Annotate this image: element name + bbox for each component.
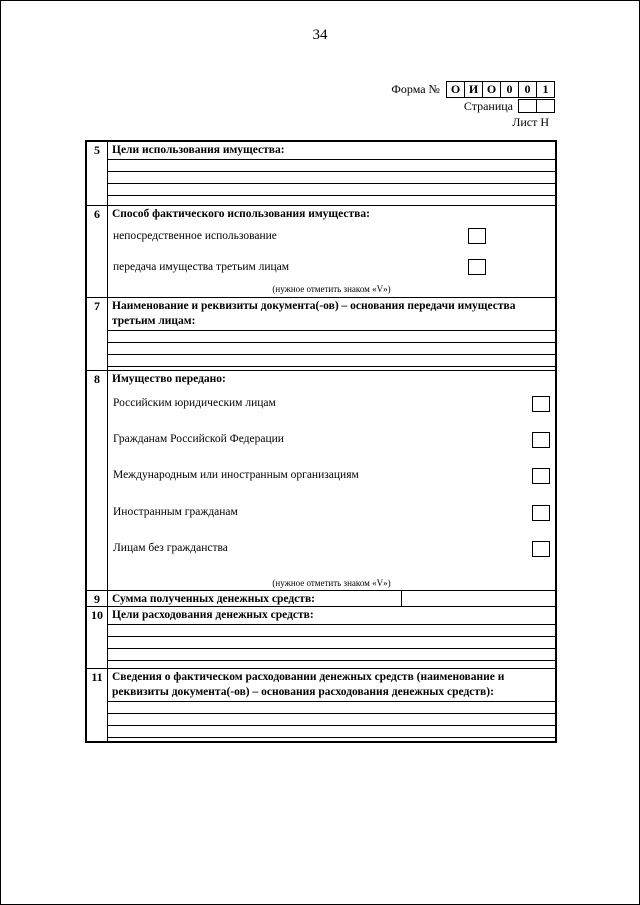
fill-line[interactable] [108,637,555,649]
option-russian-legal-entities [108,397,555,433]
option-transfer-third-parties-label: передача имущества третьим лицам [113,260,290,273]
mark-note: (нужное отметить знаком «V») [272,578,391,589]
section-8-title: Имущество передано: [112,373,226,385]
section-7 [87,297,555,370]
section-9-number: 9 [87,591,108,606]
checkbox-russian-citizens[interactable] [532,432,550,448]
page-number: 34 [312,27,328,43]
section-11-title: Сведения о фактическом расходовании денежных средств (наименование и реквизиты документа(-ов) – основания расходования денежных средств): [108,669,555,702]
section-9 [87,590,555,606]
fill-line[interactable] [108,714,555,726]
page-field-block [464,99,555,114]
form-number-block [391,81,555,98]
section-7-title: Наименование и реквизиты документа(-ов) – основания передачи имущества третьим лицам: [108,298,555,331]
form-code-cell: 0 [518,81,537,98]
page-field-label: Страница [463,99,513,113]
fill-line[interactable] [108,649,555,661]
checkbox-stateless-persons[interactable] [532,541,550,557]
form-code-cell: 0 [500,81,519,98]
section-8-number: 8 [87,371,108,590]
fill-line[interactable] [108,160,555,172]
section-11 [87,668,555,741]
section-5 [87,142,555,205]
sheet-label: Лист Н [512,115,549,129]
page-field-cell[interactable] [518,99,537,113]
section-6 [87,205,555,297]
checkbox-international-orgs[interactable] [532,468,550,484]
section-10 [87,606,555,668]
form-code-cell: О [482,81,501,98]
section-5-number: 5 [87,142,108,205]
checkbox-russian-legal-entities[interactable] [532,396,550,412]
form-code-cell: О [446,81,465,98]
fill-line[interactable] [108,331,555,343]
option-stateless-persons [108,542,555,578]
fill-line[interactable] [108,625,555,637]
checkbox-foreign-citizens[interactable] [532,505,550,521]
section-6-number: 6 [87,206,108,297]
option-direct-use [108,230,555,250]
form-code-cell: И [464,81,483,98]
form-code-cell: 1 [536,81,555,98]
option-transfer-third-parties [108,261,555,281]
fill-line[interactable] [108,184,555,196]
fill-line[interactable] [108,172,555,184]
page-field-cell[interactable] [536,99,555,113]
page-field-cells [518,99,555,113]
section-10-number: 10 [87,607,108,668]
section-6-title: Способ фактического использования имущества: [112,208,370,220]
section-10-title: Цели расходования денежных средств: [108,607,555,625]
section-11-number: 11 [87,669,108,741]
fill-line[interactable] [108,343,555,355]
form-code-cells [446,81,555,98]
section-9-title: Сумма полученных денежных средств: [112,593,315,605]
option-russian-citizens [108,433,555,469]
option-direct-use-label: непосредственное использование [113,229,277,242]
option-foreign-citizens-label: Иностранным гражданам [113,505,238,518]
spacer [108,196,555,205]
option-russian-legal-entities-label: Российским юридическим лицам [113,396,276,409]
option-foreign-citizens [108,506,555,542]
fill-line[interactable] [108,702,555,714]
section-7-number: 7 [87,298,108,370]
spacer [108,661,555,668]
section-5-title: Цели использования имущества: [108,142,555,160]
form-table [85,140,557,743]
checkbox-transfer-third-parties[interactable] [468,259,486,275]
amount-field[interactable] [401,591,555,606]
fill-line[interactable] [108,726,555,738]
form-number-label: Форма № [391,82,440,96]
option-russian-citizens-label: Гражданам Российской Федерации [113,433,284,446]
mark-note: (нужное отметить знаком «V») [272,284,391,294]
section-8 [87,370,555,590]
checkbox-direct-use[interactable] [468,228,486,244]
option-international-orgs [108,469,555,505]
option-international-orgs-label: Международным или иностранным организациям [113,469,359,482]
fill-line[interactable] [108,355,555,367]
option-stateless-persons-label: Лицам без гражданства [113,541,228,554]
spacer [108,367,555,370]
spacer [108,738,555,741]
